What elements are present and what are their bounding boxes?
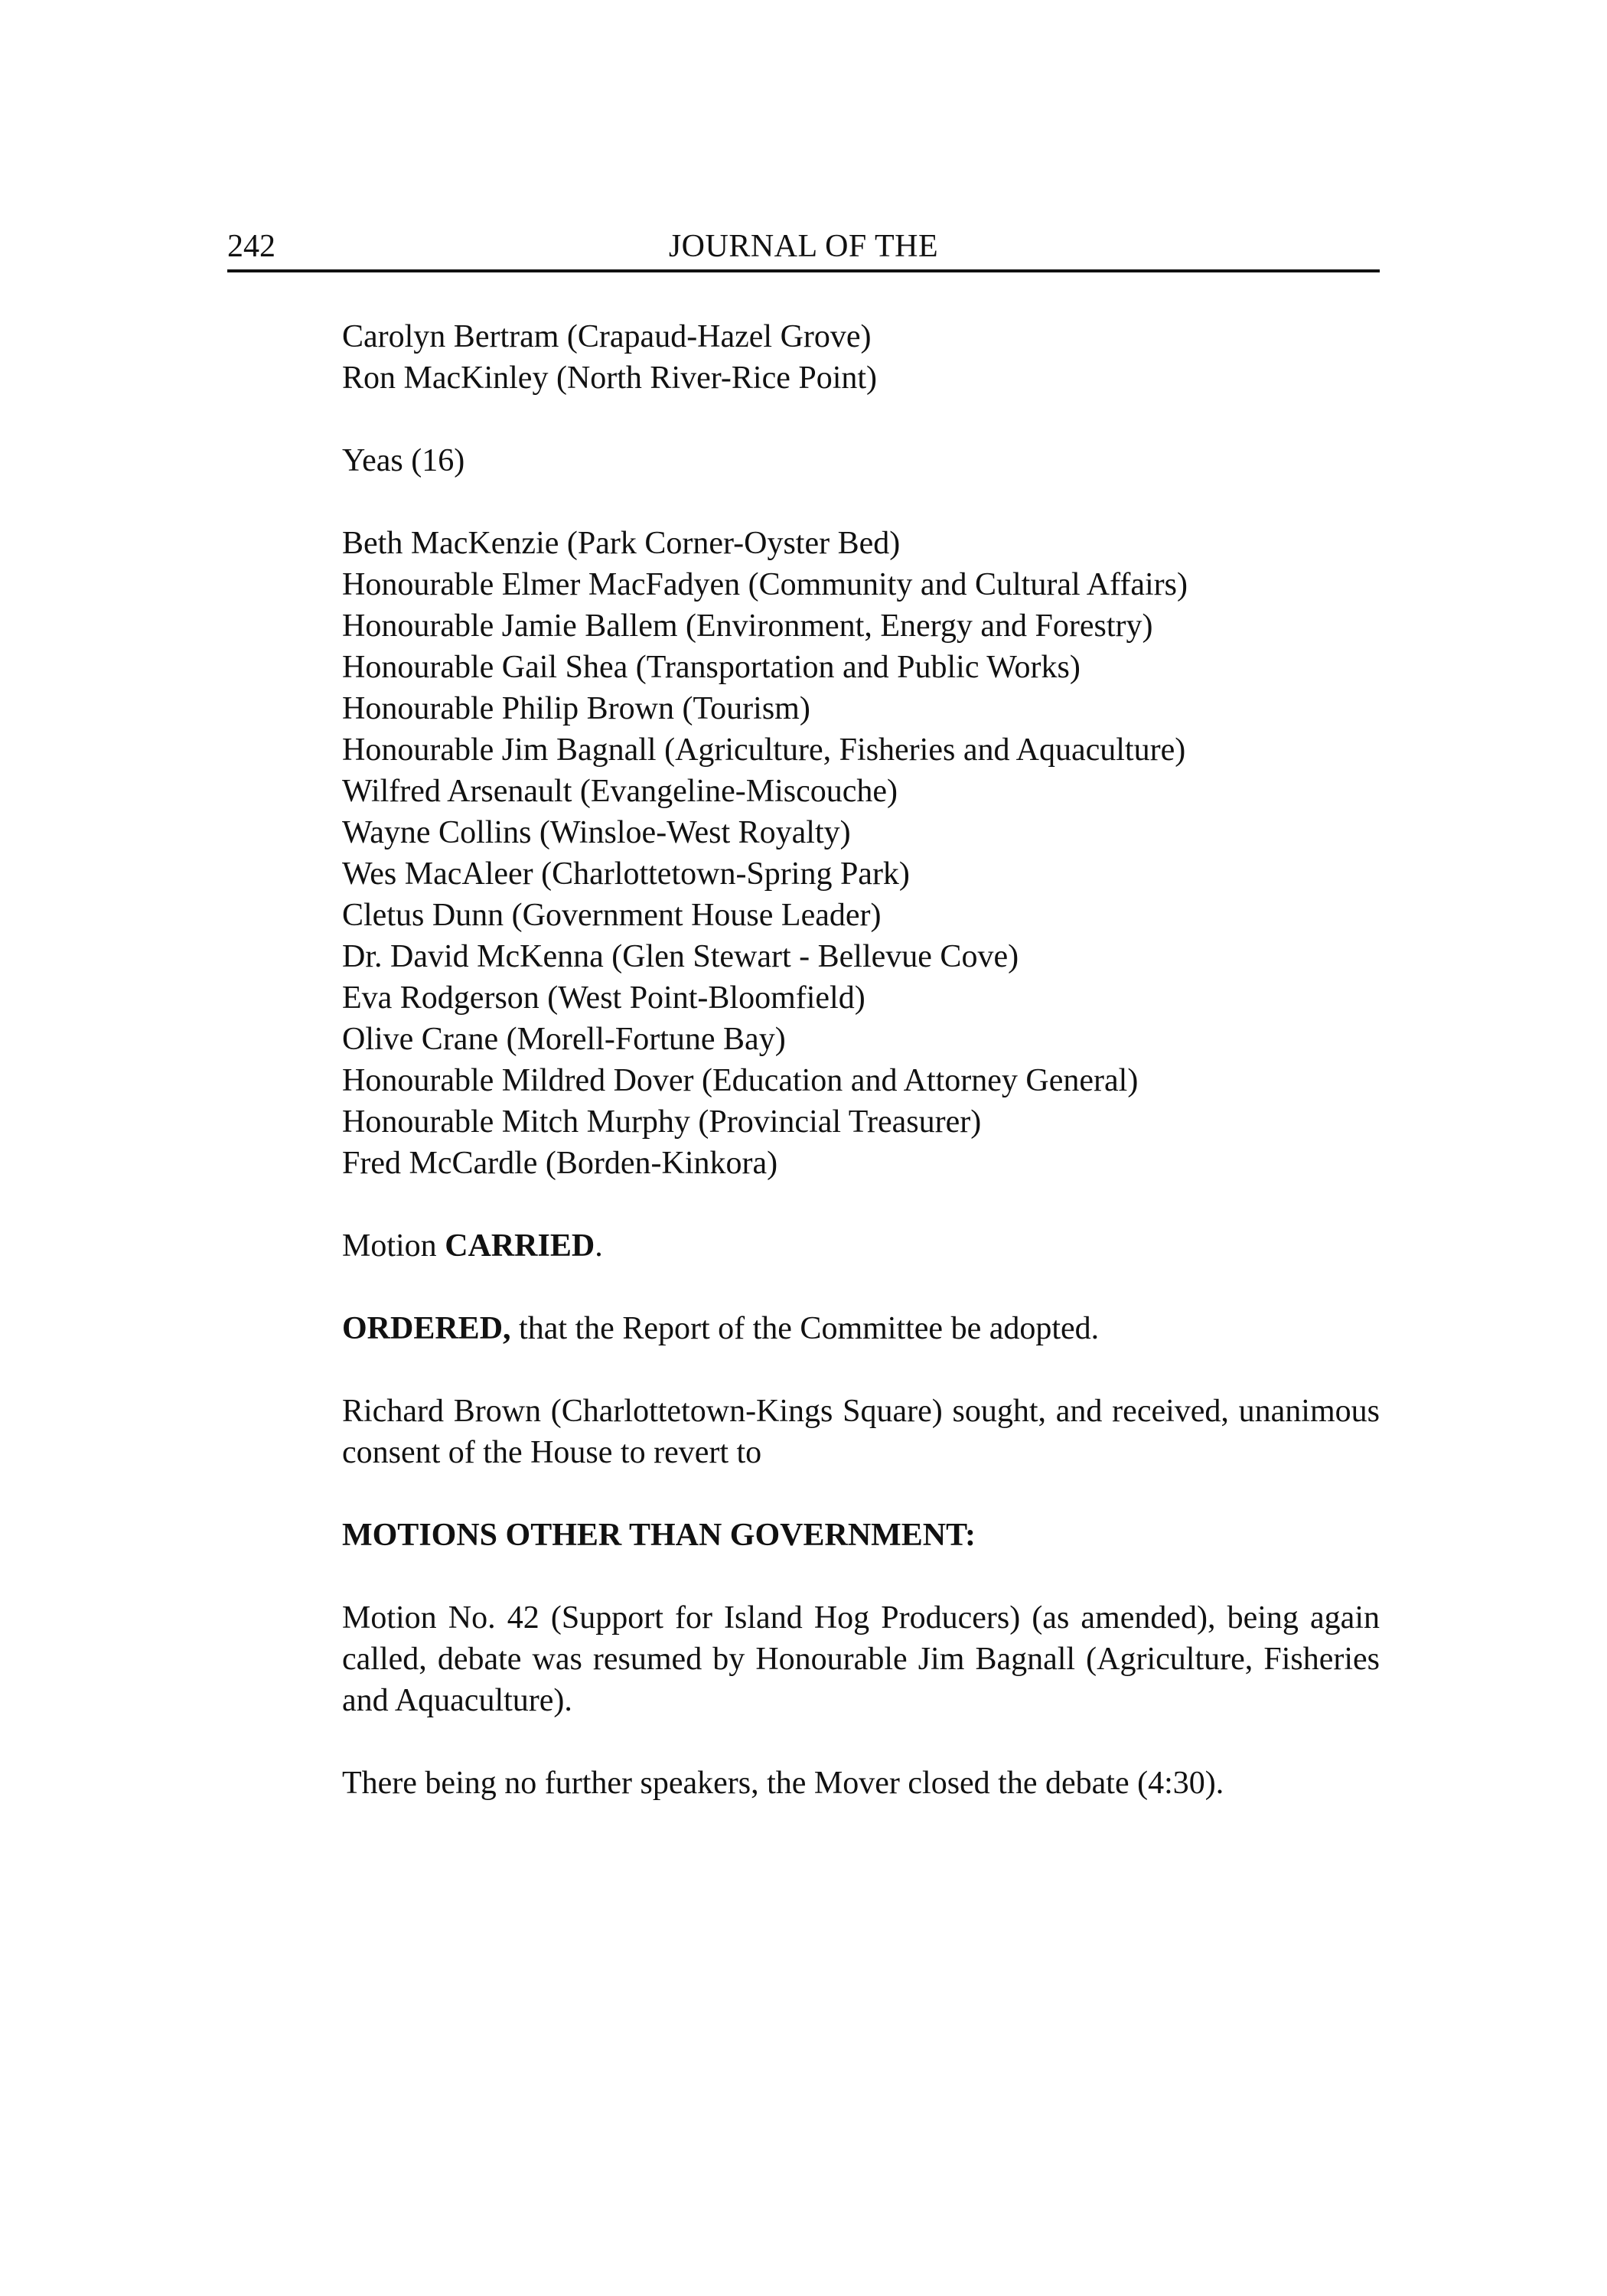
member-entry: Honourable Mitch Murphy (Provincial Treasurer) [342, 1104, 982, 1140]
journal-body [342, 316, 1380, 1804]
yeas-heading: Yeas (16) [342, 443, 465, 478]
member-entry: Honourable Jamie Ballem (Environment, Energy and Forestry) [342, 608, 1153, 644]
member-entry: Dr. David McKenna (Glen Stewart - Bellevue Cove) [342, 939, 1019, 974]
motion-result-status: CARRIED [445, 1228, 595, 1264]
member-entry: Honourable Philip Brown (Tourism) [342, 691, 810, 726]
yeas-list [342, 523, 1380, 1184]
motion-result-prefix: Motion [342, 1228, 445, 1264]
member-entry: Ron MacKinley (North River-Rice Point) [342, 360, 878, 396]
member-entry: Honourable Elmer MacFadyen (Community and Cultural Affairs) [342, 567, 1188, 602]
consent-paragraph: Richard Brown (Charlottetown-Kings Square) sought, and received, unanimous consent of the House to revert to [342, 1394, 1380, 1470]
member-entry: Honourable Jim Bagnall (Agriculture, Fisheries and Aquaculture) [342, 732, 1186, 768]
page-number: 242 [227, 229, 275, 264]
page-header [227, 227, 1380, 272]
member-entry: Honourable Mildred Dover (Education and Attorney General) [342, 1063, 1139, 1098]
member-entry: Carolyn Bertram (Crapaud-Hazel Grove) [342, 319, 872, 354]
ordered-statement [342, 1308, 1380, 1349]
ordered-lead: ORDERED, [342, 1311, 511, 1346]
member-entry: Eva Rodgerson (West Point-Bloomfield) [342, 980, 865, 1016]
member-entry: Cletus Dunn (Government House Leader) [342, 898, 882, 933]
member-entry: Fred McCardle (Borden-Kinkora) [342, 1146, 778, 1181]
running-head: JOURNAL OF THE [668, 229, 939, 264]
member-entry: Honourable Gail Shea (Transportation and Public Works) [342, 650, 1081, 685]
member-entry: Wayne Collins (Winsloe-West Royalty) [342, 815, 851, 850]
member-entry: Olive Crane (Morell-Fortune Bay) [342, 1022, 786, 1057]
member-entry: Beth MacKenzie (Park Corner-Oyster Bed) [342, 526, 901, 561]
closing-paragraph: There being no further speakers, the Mover closed the debate (4:30). [342, 1766, 1224, 1801]
member-entry: Wes MacAleer (Charlottetown-Spring Park) [342, 856, 910, 892]
ordered-text: that the Report of the Committee be adopted. [510, 1311, 1100, 1346]
member-entry: Wilfred Arsenault (Evangeline-Miscouche) [342, 774, 898, 809]
section-heading: MOTIONS OTHER THAN GOVERNMENT: [342, 1518, 976, 1553]
nays-continued-list [342, 316, 1380, 399]
motion-paragraph: Motion No. 42 (Support for Island Hog Producers) (as amended), being again called, debate was resumed by Honourable Jim Bagnall (Agriculture, Fisheries and Aquaculture). [342, 1600, 1380, 1718]
motion-result [342, 1225, 1380, 1267]
motion-result-suffix: . [595, 1228, 603, 1264]
